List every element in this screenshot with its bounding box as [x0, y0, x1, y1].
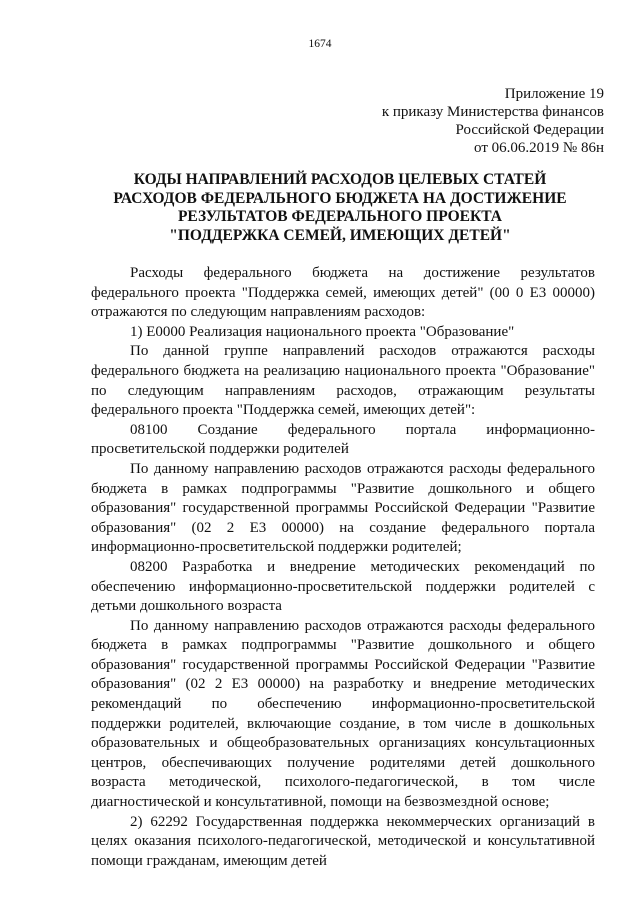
body-line: бюджета в рамках подпрограммы "Развитие дошкольного и общего	[91, 480, 595, 497]
body-line: возраста методической, психолого-педагогической, в том числе	[91, 774, 595, 791]
body-line: центров, обеспечивающих получение родителями детей дошкольного	[91, 754, 595, 771]
body-line: просветительской поддержки родителей	[91, 441, 349, 458]
appendix-block	[382, 85, 604, 157]
body-line: отражаются по следующим направлениям расходов:	[91, 304, 426, 321]
title-line: "ПОДДЕРЖКА СЕМЕЙ, ИМЕЮЩИХ ДЕТЕЙ"	[169, 226, 511, 244]
body-line: образовательных и общеобразовательных организациях консультационных	[91, 735, 595, 752]
body-line: образования" (02 2 Е3 00000) на создание федерального портала	[91, 519, 595, 536]
body-line: образования" государственной программы Российской Федерации "Развитие	[91, 500, 595, 517]
body-line: Расходы федерального бюджета на достижение результатов	[130, 265, 595, 281]
title-line: РАСХОДОВ ФЕДЕРАЛЬНОГО БЮДЖЕТА НА ДОСТИЖЕНИЕ	[113, 189, 567, 207]
document-title	[60, 171, 620, 245]
body-line: 08100 Создание федерального портала информационно-	[130, 421, 595, 438]
body-line: федерального бюджета на реализацию национального проекта "Образование"	[91, 362, 595, 379]
body-line: 08200 Разработка и внедрение методических рекомендаций по	[130, 558, 595, 575]
body-line: По данному направлению расходов отражаются расходы федерального	[130, 460, 595, 477]
appendix-line: к приказу Министерства финансов	[381, 104, 604, 120]
body-line: 2) 62292 Государственная поддержка некоммерческих организаций в	[130, 813, 595, 830]
body-line: 1) Е0000 Реализация национального проекта "Образование"	[130, 323, 515, 340]
body-line: обеспечению информационно-просветительской поддержки родителей с	[91, 578, 595, 595]
body-line: образования" государственной программы Российской Федерации "Развитие	[91, 656, 595, 673]
body-line: поддержки родителей, включающие создание, в том числе в дошкольных	[91, 715, 595, 732]
body-line: образования" (02 2 Е3 00000) на разработку и внедрение методических	[91, 676, 595, 693]
body-line: по следующим направлениям расходов, отражающим результаты	[91, 382, 595, 399]
body-line: По данному направлению расходов отражаются расходы федерального	[130, 617, 595, 634]
appendix-line: от 06.06.2019 № 86н	[474, 140, 604, 156]
body-line: целях оказания психолого-педагогической, методической и консультативной	[91, 833, 595, 850]
body-line: информационно-просветительской поддержки родителей;	[91, 539, 462, 556]
body-line: федерального проекта "Поддержка семей, имеющих детей" (00 0 Е3 00000)	[91, 284, 595, 301]
body-line: федерального проекта "Поддержка семей, имеющих детей":	[91, 402, 476, 419]
appendix-line: Приложение 19	[504, 86, 604, 102]
document-body	[91, 264, 595, 871]
body-line: детьми дошкольного возраста	[91, 598, 282, 615]
title-line: РЕЗУЛЬТАТОВ ФЕДЕРАЛЬНОГО ПРОЕКТА	[177, 208, 503, 225]
page-number: 1674	[308, 38, 332, 50]
body-line: диагностической и консультативной, помощи на безвозмездной основе;	[91, 794, 550, 811]
body-line: По данной группе направлений расходов отражаются расходы	[130, 343, 595, 360]
body-line: рекомендаций по обеспечению информационно-просветительской	[91, 696, 595, 713]
body-line: бюджета в рамках подпрограммы "Развитие дошкольного и общего	[91, 637, 595, 654]
appendix-line: Российской Федерации	[455, 122, 604, 138]
title-line: КОДЫ НАПРАВЛЕНИЙ РАСХОДОВ ЦЕЛЕВЫХ СТАТЕЙ	[133, 171, 547, 188]
body-line: помощи гражданам, имеющим детей	[91, 852, 327, 869]
